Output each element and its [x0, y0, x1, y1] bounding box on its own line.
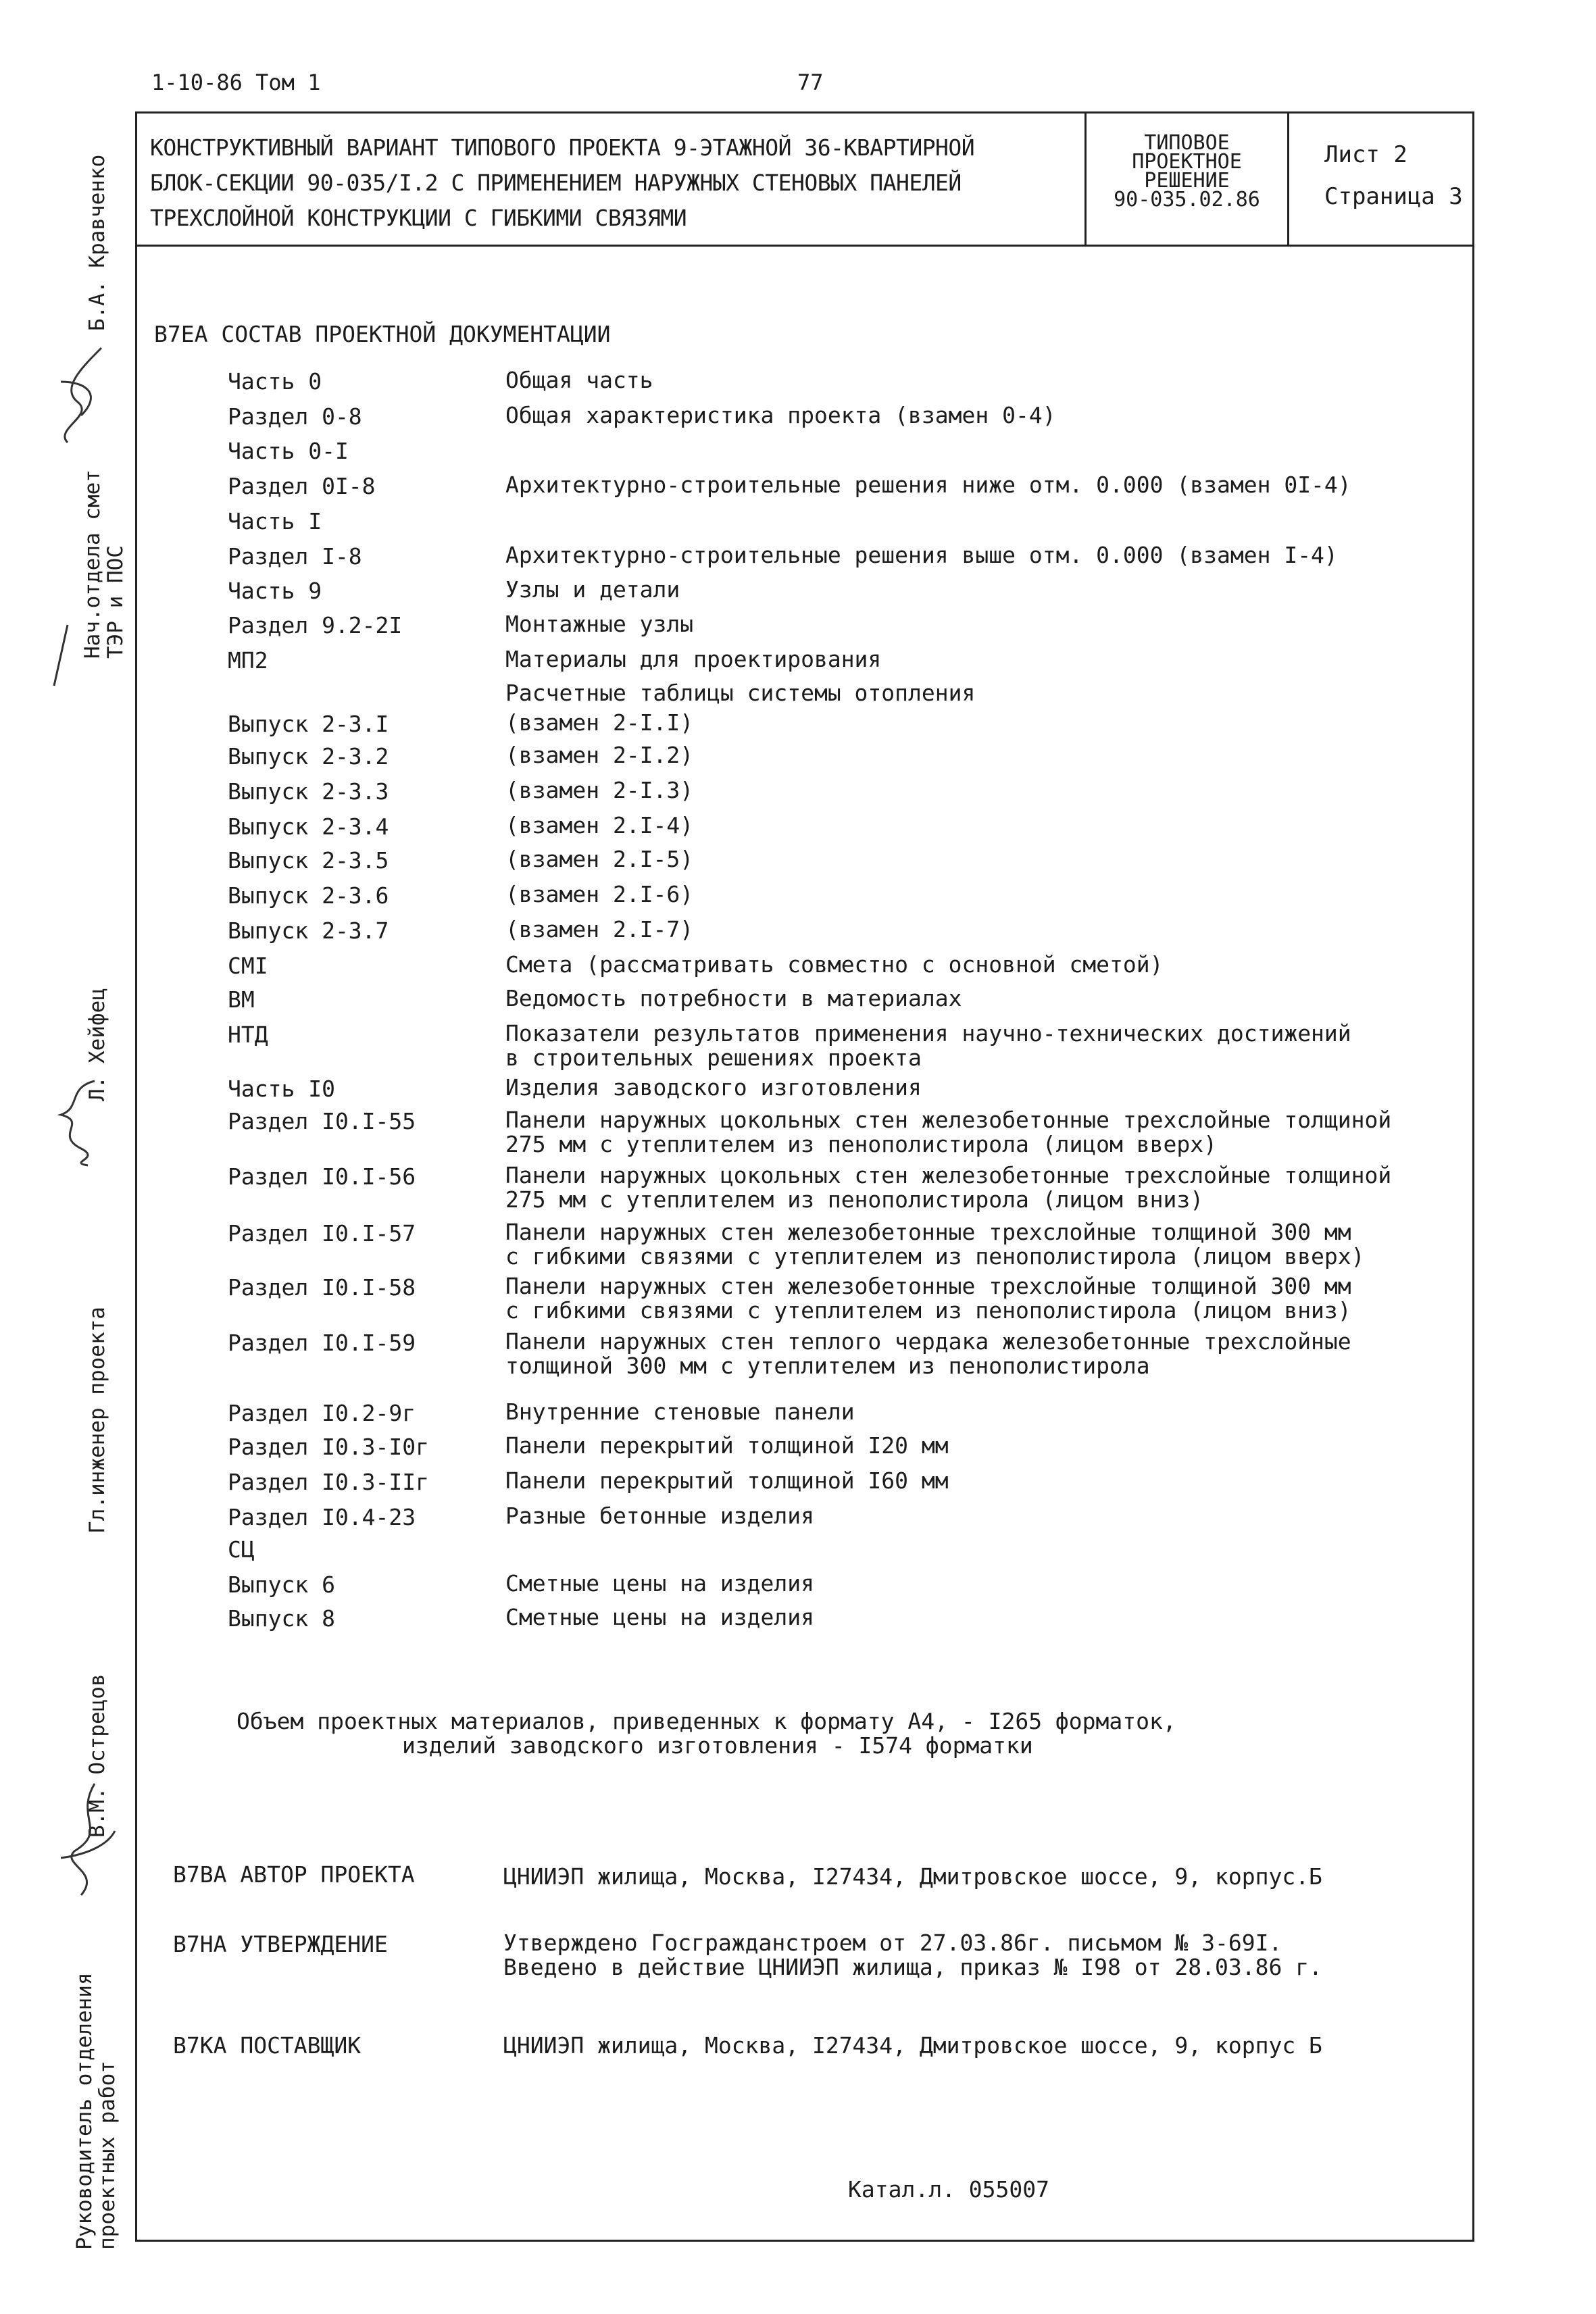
- composition-row-label: Выпуск 2-3.2: [228, 743, 389, 770]
- composition-row-text: Архитектурно-строительные решения ниже отм. 0.000 (взамен 0I-4): [505, 472, 1351, 498]
- composition-row-label: Раздел I0.I-56: [228, 1163, 416, 1190]
- composition-row-text: (взамен 2.I-5): [505, 846, 694, 872]
- composition-row-label: ВМ: [228, 986, 255, 1013]
- sheet-number: Лист 2: [1324, 141, 1407, 168]
- composition-row-text: в строительных решениях проекта: [505, 1045, 922, 1071]
- composition-row-label: Часть 0: [228, 368, 322, 395]
- composition-row-label: Выпуск 2-3.4: [228, 813, 389, 840]
- composition-row-text: Ведомость потребности в материалах: [505, 985, 962, 1011]
- composition-row-text: Расчетные таблицы системы отопления: [505, 680, 976, 706]
- title-block-divider: [1287, 111, 1289, 245]
- project-title-line: БЛОК-СЕКЦИИ 90-035/I.2 С ПРИМЕНЕНИЕМ НАРУЖНЫХ СТЕНОВЫХ ПАНЕЛЕЙ: [150, 170, 962, 196]
- composition-row-text: (взамен 2.I-7): [505, 916, 694, 942]
- composition-row-text: Панели наружных стен теплого чердака железобетонные трехслойные: [505, 1328, 1351, 1355]
- composition-row-text: (взамен 2-I.I): [505, 709, 694, 736]
- signature-mark: [47, 1777, 128, 1898]
- composition-row-label: Выпуск 2-3.3: [228, 778, 389, 805]
- composition-row-text: Узлы и детали: [505, 576, 680, 603]
- composition-row-label: Выпуск 6: [228, 1571, 335, 1598]
- composition-row-label: Раздел I0.I-59: [228, 1330, 416, 1356]
- signature-mark: [47, 622, 74, 689]
- approval-line: Введено в действие ЦНИИЭП жилища, приказ № I98 от 28.03.86 г.: [503, 1954, 1322, 1980]
- catalog-number: Катал.л. 055007: [848, 2176, 1050, 2203]
- design-code: 90-035.02.86: [1114, 188, 1260, 211]
- approval-label: В7НА УТВЕРЖДЕНИЕ: [173, 1931, 388, 1957]
- design-type-line: ТИПОВОЕ: [1144, 131, 1230, 155]
- composition-row-text: 275 мм с утеплителем из пенополистирола (лицом вверх): [505, 1131, 1217, 1157]
- supplier-text: ЦНИИЭП жилища, Москва, I27434, Дмитровское шоссе, 9, корпус Б: [503, 2032, 1322, 2059]
- volume-line: Объем проектных материалов, приведенных к формату А4, - I265 форматок,: [236, 1708, 1176, 1734]
- composition-row-label: НТД: [228, 1022, 268, 1048]
- side-signature-name: Л. Хейфец: [85, 988, 109, 1101]
- composition-row-text: толщиной 300 мм с утеплителем из пенополистирола: [505, 1353, 1150, 1379]
- composition-row-label: Часть I: [228, 508, 322, 534]
- composition-row-text: Панели перекрытий толщиной I20 мм: [505, 1432, 949, 1459]
- composition-row-label: Раздел I-8: [228, 543, 362, 570]
- composition-row-text: Панели наружных цокольных стен железобетонные трехслойные толщиной: [505, 1107, 1392, 1133]
- composition-row-text: Сметные цены на изделия: [505, 1570, 814, 1596]
- sheet-info: [1324, 134, 1463, 218]
- composition-row-label: Часть 0-I: [228, 438, 349, 464]
- project-title-line: КОНСТРУКТИВНЫЙ ВАРИАНТ ТИПОВОГО ПРОЕКТА 9-ЭТАЖНОЙ 36-КВАРТИРНОЙ: [150, 134, 975, 161]
- composition-row-label: Раздел I0.I-55: [228, 1108, 416, 1134]
- composition-row-label: Раздел I0.3-IIг: [228, 1469, 430, 1495]
- composition-heading: В7ЕА СОСТАВ ПРОЕКТНОЙ ДОКУМЕНТАЦИИ: [154, 321, 611, 347]
- supplier-label: В7КА ПОСТАВЩИК: [173, 2032, 361, 2059]
- composition-row-label: Раздел I0.I-57: [228, 1220, 416, 1247]
- project-title-line: ТРЕХСЛОЙНОЙ КОНСТРУКЦИИ С ГИБКИМИ СВЯЗЯМИ: [150, 205, 687, 231]
- composition-row-text: 275 мм с утеплителем из пенополистирола (лицом вниз): [505, 1186, 1204, 1213]
- side-signature-name: Б.А. Кравченко: [85, 154, 109, 331]
- composition-row-label: МП2: [228, 647, 268, 674]
- composition-row-label: Часть I0: [228, 1076, 335, 1102]
- composition-row-text: Архитектурно-строительные решения выше отм. 0.000 (взамен I-4): [505, 542, 1338, 568]
- composition-row-text: Изделия заводского изготовления: [505, 1074, 922, 1101]
- author-label: В7ВА АВТОР ПРОЕКТА: [173, 1861, 415, 1888]
- composition-row-label: Раздел I0.I-58: [228, 1274, 416, 1301]
- author-text: ЦНИИЭП жилища, Москва, I27434, Дмитровское шоссе, 9, корпус.Б: [503, 1863, 1322, 1890]
- composition-row-label: Выпуск 2-3.5: [228, 847, 389, 874]
- composition-row-label: Раздел I0.3-I0г: [228, 1434, 430, 1460]
- project-title: [150, 130, 974, 236]
- side-position-label: Гл.инженер проекта: [85, 1307, 109, 1534]
- composition-row-text: Внутренние стеновые панели: [505, 1399, 855, 1425]
- composition-row-label: Раздел 0-8: [228, 403, 362, 430]
- composition-row-text: Монтажные узлы: [505, 611, 694, 637]
- composition-row-label: Выпуск 2-3.I: [228, 711, 389, 737]
- composition-row-text: (взамен 2-I.2): [505, 742, 694, 768]
- signature-mark: [41, 1074, 122, 1169]
- composition-row-text: Разные бетонные изделия: [505, 1503, 814, 1529]
- composition-row-label: Раздел I0.4-23: [228, 1504, 416, 1530]
- composition-row-text: с гибкими связями с утеплителем из пенополистирола (лицом вверх): [505, 1243, 1365, 1269]
- composition-row-label: Выпуск 2-3.6: [228, 882, 389, 909]
- side-position-label: Нач.отдела смет ТЭР и ПОС: [80, 470, 128, 659]
- signature-mark: [41, 341, 122, 456]
- side-position-label: Руководитель отделения проектных работ: [72, 1972, 120, 2250]
- composition-row-label: Выпуск 2-3.7: [228, 917, 389, 944]
- composition-row-label: СМI: [228, 953, 268, 979]
- composition-row-text: Материалы для проектирования: [505, 646, 882, 672]
- composition-row-text: (взамен 2.I-6): [505, 881, 694, 907]
- document-reference: 1-10-86 Том 1: [151, 70, 321, 95]
- composition-row-text: Панели наружных стен железобетонные трехслойные толщиной 300 мм: [505, 1273, 1351, 1299]
- page-label: Страница 3: [1324, 183, 1463, 210]
- composition-row-label: СЦ: [228, 1536, 255, 1563]
- composition-row-text: (взамен 2-I.3): [505, 777, 694, 803]
- composition-row-text: Панели наружных цокольных стен железобетонные трехслойные толщиной: [505, 1162, 1392, 1188]
- composition-row-text: с гибкими связями с утеплителем из пенополистирола (лицом вниз): [505, 1297, 1351, 1324]
- composition-row-text: Смета (рассматривать совместно с основной сметой): [505, 951, 1164, 978]
- composition-row-text: Общая характеристика проекта (взамен 0-4): [505, 402, 1056, 428]
- design-type-line: ПРОЕКТНОЕ: [1132, 150, 1242, 174]
- composition-row-text: Панели перекрытий толщиной I60 мм: [505, 1467, 949, 1494]
- approval-line: Утверждено Госгражданстроем от 27.03.86г. письмом № 3-69I.: [503, 1930, 1282, 1956]
- page-number: 77: [797, 70, 824, 95]
- composition-row-label: Раздел 9.2-2I: [228, 612, 403, 638]
- side-signature-name: В.М. Острецов: [85, 1674, 109, 1838]
- composition-row-label: Часть 9: [228, 578, 322, 604]
- design-type: [1087, 131, 1287, 211]
- composition-row-text: Общая часть: [505, 367, 653, 393]
- title-block: [135, 111, 1474, 247]
- composition-row-label: Раздел I0.2-9г: [228, 1400, 416, 1426]
- volume-line: изделий заводского изготовления - I574 форматки: [402, 1732, 1033, 1759]
- design-type-line: РЕШЕНИЕ: [1144, 169, 1230, 193]
- composition-row-text: Панели наружных стен железобетонные трехслойные толщиной 300 мм: [505, 1219, 1351, 1245]
- composition-row-text: Показатели результатов применения научно-технических достижений: [505, 1020, 1351, 1047]
- composition-row-label: Выпуск 8: [228, 1605, 335, 1632]
- composition-row-text: (взамен 2.I-4): [505, 812, 694, 838]
- composition-row-text: Сметные цены на изделия: [505, 1604, 814, 1630]
- composition-row-label: Раздел 0I-8: [228, 473, 376, 499]
